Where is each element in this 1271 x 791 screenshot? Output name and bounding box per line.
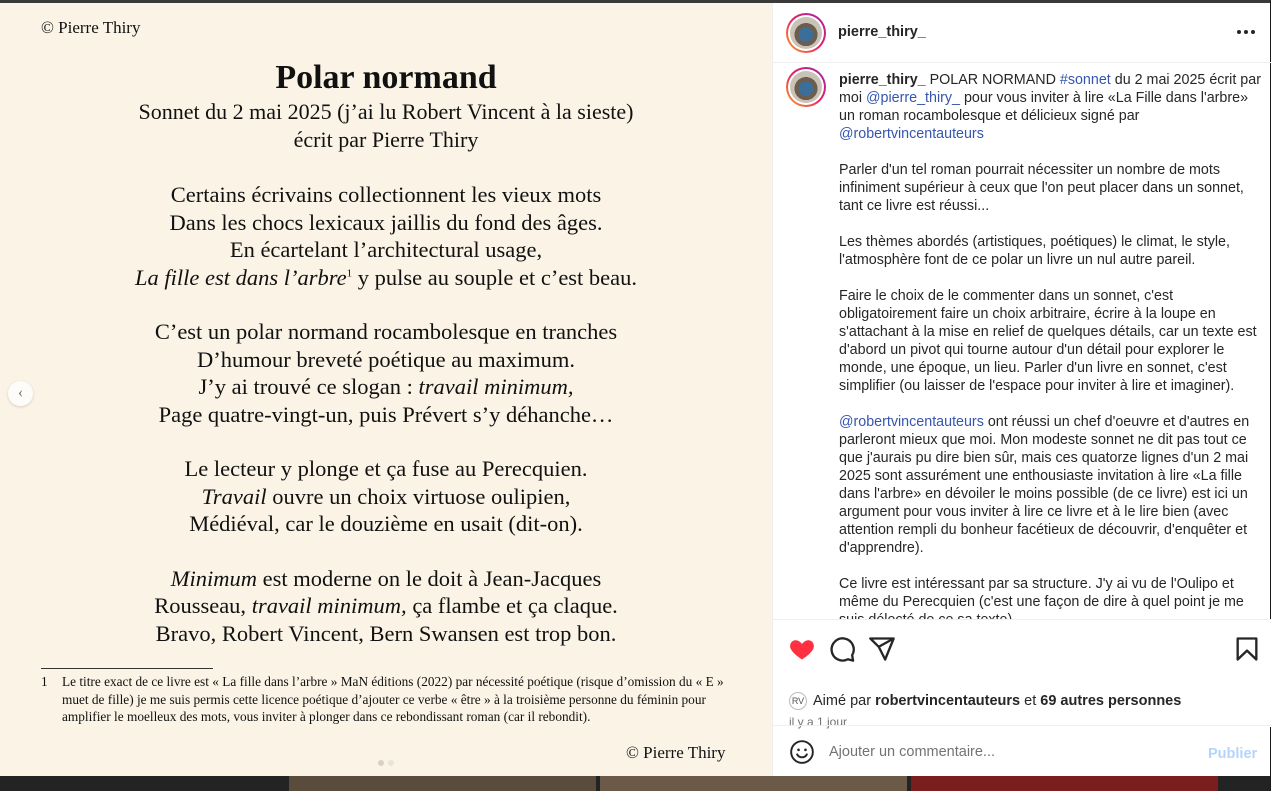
caption-span: ont réussi un chef d'oeuvre et d'autres en parleront mieux que moi. Mon modeste sonnet ne dit pas tout ce que j'aurais pu dire bien sûr, mais ces quatorze lignes d'un 2 mai 2025 sont assurément une enthousiaste invitation à lire «La fille dans l'arbre» en dévoiler le moins possible (de ce livre) est ici un argument pour vous inviter à lire ce livre et à le lire bien (avec attention rempli du bonheur facétieux de découvrir, d'enquêter et d'apprendre). bbox=[839, 414, 1250, 556]
post-timestamp[interactable]: il y a 1 jour bbox=[789, 715, 848, 729]
verse bbox=[0, 483, 772, 511]
stanza-4 bbox=[0, 565, 772, 648]
caption-avatar[interactable] bbox=[786, 67, 826, 107]
verse-italic: travail minimum, bbox=[251, 593, 407, 618]
verse: C’est un polar normand rocambolesque en tranches bbox=[154, 319, 618, 344]
publish-button[interactable]: Publier bbox=[1208, 746, 1258, 762]
footnote-number: 1 bbox=[41, 674, 48, 689]
chevron-left-icon: ‹ bbox=[17, 384, 24, 401]
stanza-3 bbox=[0, 455, 772, 538]
verse: Page quatre-vingt-un, puis Prévert s’y déhanche… bbox=[158, 401, 614, 427]
image-copyright-bottom: © Pierre Thiry bbox=[626, 743, 726, 762]
post-image bbox=[0, 3, 772, 776]
liker-username[interactable]: robertvincentauteurs bbox=[875, 693, 1021, 709]
verse bbox=[0, 592, 772, 620]
caption-span: du 2 mai 2025 écrit par moi bbox=[839, 72, 1261, 106]
verse-text: J’y ai trouvé ce slogan : bbox=[198, 374, 419, 399]
verse: D’humour breveté poétique au maximum. bbox=[196, 346, 576, 372]
avatar[interactable] bbox=[786, 13, 826, 53]
comment-icon[interactable] bbox=[828, 635, 856, 663]
post-actions bbox=[773, 619, 1271, 727]
verse bbox=[0, 565, 772, 593]
caption-paragraph bbox=[839, 71, 1264, 143]
caption-paragraph: Faire le choix de le commenter dans un sonnet, c'est obligatoirement faire un choix arbitraire, écrire à la loupe en s'attachant à la mise en relief de quelques détails, car un texte est d'abord un pivot qui tourne autour d'un détail pour explorer le monde, une époque, un lieu. Parler d'un livre en sonnet, c'est simplifier (ou laisser de l'espace pour inviter à lire et imaginer). bbox=[839, 288, 1257, 394]
post-side-panel bbox=[772, 3, 1270, 776]
stanza-1 bbox=[0, 181, 772, 291]
caption-text bbox=[839, 71, 1264, 647]
caption-username[interactable]: pierre_thiry_ bbox=[839, 72, 926, 88]
stanza-2 bbox=[0, 318, 772, 428]
footnote bbox=[41, 673, 741, 726]
share-icon[interactable] bbox=[868, 635, 896, 663]
comment-input[interactable] bbox=[829, 738, 1199, 766]
feed-thumbnail bbox=[289, 776, 596, 791]
poem-title: Polar normand bbox=[275, 59, 497, 96]
caption-span: pour vous inviter à lire «La Fille dans l'arbre» un roman rocambolesque et délicieux signé par bbox=[839, 90, 1249, 124]
heart-icon[interactable] bbox=[788, 635, 816, 663]
verse: En écartelant l’architectural usage, bbox=[229, 237, 543, 262]
verse bbox=[0, 373, 772, 401]
mention-link[interactable]: @robertvincentauteurs bbox=[839, 126, 984, 142]
footnote-ref: 1 bbox=[346, 267, 353, 279]
likes-prefix: Aimé par bbox=[813, 693, 876, 709]
verse: Le lecteur y plonge et ça fuse au Perecquien. bbox=[184, 456, 588, 481]
mention-link[interactable]: @robertvincentauteurs bbox=[839, 414, 984, 430]
previous-image-button[interactable] bbox=[8, 381, 33, 406]
hashtag-link[interactable]: #sonnet bbox=[1059, 72, 1111, 88]
likes-middle: et bbox=[1020, 693, 1041, 709]
caption-paragraph bbox=[839, 413, 1264, 557]
comment-bar bbox=[773, 725, 1271, 776]
verse-text: ça flambe et ça claque. bbox=[406, 593, 618, 618]
feed-thumbnail bbox=[911, 776, 1218, 791]
caption-paragraph: Parler d'un tel roman pourrait nécessiter un nombre de mots infiniment supérieur à ceux que l'on peut placer dans un sonnet, tant ce livre est réussi... bbox=[839, 162, 1244, 214]
verse-italic: travail minimum, bbox=[418, 374, 574, 399]
likes-text bbox=[813, 693, 1181, 709]
liker-avatar: RV bbox=[789, 692, 807, 710]
carousel-dot-active bbox=[388, 760, 394, 766]
caption-paragraph: Ce livre est intéressant par sa structure. J'y ai vu de l'Oulipo et même du Perecquien (c'est une façon de dire à quel point je me bbox=[839, 576, 1244, 610]
poem-subtitle: Sonnet du 2 mai 2025 (j’ai lu Robert Vincent à la sieste) bbox=[138, 99, 634, 124]
other-likers[interactable]: 69 autres personnes bbox=[1040, 693, 1182, 709]
caption-paragraph: Les thèmes abordés (artistiques, poétiques) le climat, le style, l'atmosphère font de ce polar un livre un nul autre pareil. bbox=[839, 234, 1230, 268]
verse-text: ouvre un choix virtuose oulipien, bbox=[266, 483, 571, 509]
bookmark-icon[interactable] bbox=[1233, 635, 1261, 663]
feed-thumbnail bbox=[600, 776, 907, 791]
carousel-dot bbox=[378, 760, 384, 766]
verse-text: Rousseau, bbox=[154, 593, 252, 618]
mention-link[interactable]: @pierre_thiry_ bbox=[866, 90, 960, 106]
footnote-text: Le titre exact de ce livre est « La fille dans l’arbre » MaN éditions (2022) par nécessité poétique (risque d’omission du « E » muet de fille) je me suis permis cette licence poétique d’ajouter ce verbe « être » à la troisième personne du féminin pour amplifier le moelleux des mots, vous inviter à plonger dans ce rebondissant roman (car il rebondit). bbox=[62, 674, 724, 724]
sonnet bbox=[0, 58, 772, 647]
emoji-icon[interactable] bbox=[789, 739, 815, 765]
verse bbox=[0, 264, 772, 292]
verse-italic: Travail bbox=[201, 483, 267, 509]
carousel-dots bbox=[378, 760, 394, 766]
verse: Dans les chocs lexicaux jaillis du fond des âges. bbox=[169, 209, 603, 235]
verse: Certains écrivains collectionnent les vieux mots bbox=[170, 182, 602, 207]
footnote-divider bbox=[41, 668, 213, 669]
likes-summary[interactable] bbox=[789, 692, 1181, 710]
more-options-icon[interactable] bbox=[1235, 21, 1257, 43]
verse: Médiéval, car le douzième en usait (dit-on). bbox=[189, 511, 583, 536]
verse-text: y pulse au souple et c’est beau. bbox=[352, 264, 638, 290]
header-username[interactable]: pierre_thiry_ bbox=[838, 24, 926, 40]
poem-author-line: écrit par Pierre Thiry bbox=[293, 127, 479, 152]
caption-area bbox=[773, 64, 1271, 619]
verse-text: est moderne on le doit à Jean-Jacques bbox=[256, 565, 602, 591]
image-copyright-top: © Pierre Thiry bbox=[41, 18, 141, 37]
book-title-italic: La fille est dans l’arbre bbox=[134, 264, 347, 290]
verse-italic: Minimum bbox=[170, 565, 257, 591]
post-header bbox=[773, 3, 1271, 63]
caption-span: POLAR NORMAND bbox=[925, 72, 1060, 88]
verse: Bravo, Robert Vincent, Bern Swansen est trop bon. bbox=[155, 620, 617, 646]
